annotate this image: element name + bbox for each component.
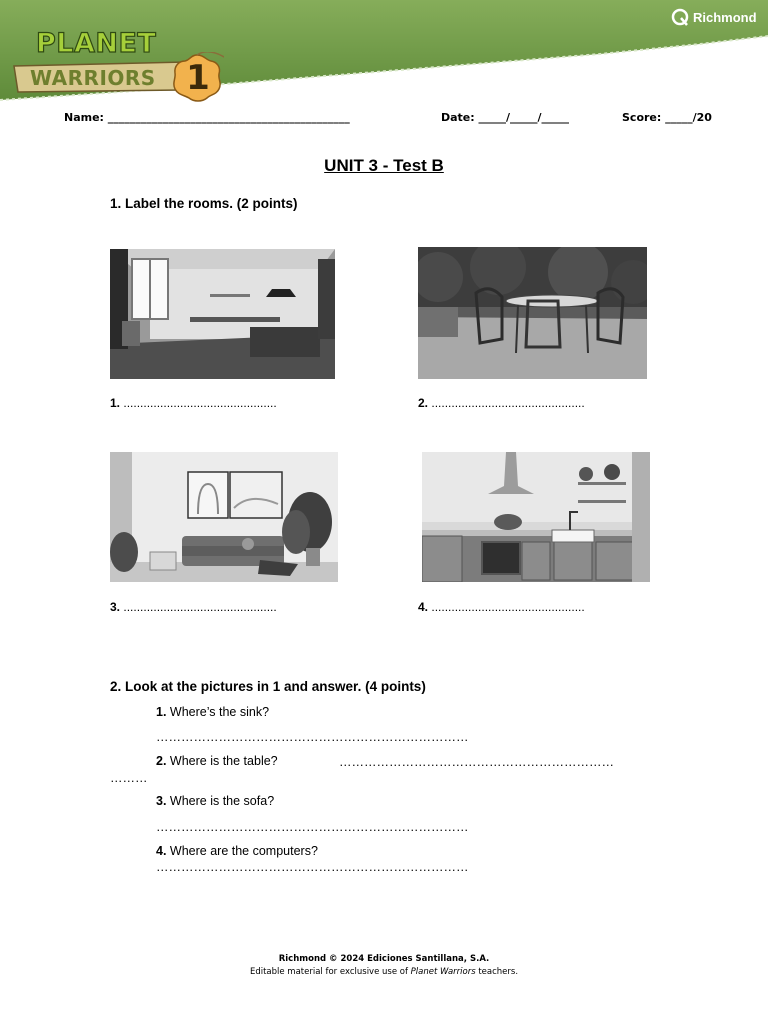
room-answer-field-4[interactable]: .............................................. xyxy=(431,600,585,614)
room-label-4 xyxy=(418,600,585,614)
section1-heading: 1. Label the rooms. (2 points) xyxy=(110,196,298,211)
logo-planet-text: PLANET xyxy=(36,28,157,59)
question-4-text: Where are the computers? xyxy=(169,844,318,858)
question-2 xyxy=(156,754,278,768)
answer-field-4[interactable]: ………………………………………………………………… xyxy=(156,860,469,874)
footer-usage-pre: Editable material for exclusive use of xyxy=(249,967,411,977)
planet-warriors-logo xyxy=(10,24,250,102)
question-4-number: 4. xyxy=(156,844,167,858)
kitchen-photo xyxy=(422,452,650,582)
room-answer-field-3[interactable]: .............................................. xyxy=(123,600,277,614)
richmond-logo-icon xyxy=(671,8,689,26)
page-title: UNIT 3 - Test B xyxy=(324,156,444,175)
question-1-number: 1. xyxy=(156,705,167,719)
living-room-photo xyxy=(110,452,338,582)
footer-copyright: Richmond © 2024 Ediciones Santillana, S.A. xyxy=(278,954,490,964)
room-label-1 xyxy=(110,396,277,410)
question-3 xyxy=(156,794,274,808)
footer-usage-title: Planet Warriors xyxy=(410,967,476,977)
garden-photo xyxy=(418,247,647,379)
footer-usage-post: teachers. xyxy=(475,967,519,977)
question-4 xyxy=(156,844,318,858)
score-field-label: Score: _____/20 xyxy=(622,111,712,124)
question-1-text: Where’s the sink? xyxy=(169,705,270,719)
question-3-number: 3. xyxy=(156,794,167,808)
room-label-4-number: 4. xyxy=(418,600,429,614)
answer-field-2[interactable]: ………………………………………………………… xyxy=(339,755,614,769)
room-label-3-number: 3. xyxy=(110,600,121,614)
room-answer-field-2[interactable]: .............................................. xyxy=(431,396,585,410)
question-2-number: 2. xyxy=(156,754,167,768)
logo-warriors-text: WARRIORS xyxy=(30,66,156,90)
room-label-1-number: 1. xyxy=(110,396,121,410)
date-field-label: Date: _____/_____/_____ xyxy=(441,111,570,124)
study-room-photo xyxy=(110,249,335,379)
brand-name: Richmond xyxy=(693,10,757,25)
footer-usage-note xyxy=(0,967,768,977)
question-3-text: Where is the sofa? xyxy=(169,794,275,808)
section2-heading: 2. Look at the pictures in 1 and answer. (4 points) xyxy=(110,679,426,694)
room-answer-field-1[interactable]: .............................................. xyxy=(123,396,277,410)
question-2-text: Where is the table? xyxy=(169,754,278,768)
room-label-3 xyxy=(110,600,277,614)
logo-level-number: 1 xyxy=(186,58,210,98)
answer-field-2-continued[interactable]: ……… xyxy=(110,771,148,785)
room-label-2-number: 2. xyxy=(418,396,429,410)
name-field-label: Name: ____________________________________________ xyxy=(64,111,350,124)
room-label-2 xyxy=(418,396,585,410)
answer-field-1[interactable]: ………………………………………………………………… xyxy=(156,730,469,744)
question-1 xyxy=(156,705,269,719)
answer-field-3[interactable]: ………………………………………………………………… xyxy=(156,820,469,834)
